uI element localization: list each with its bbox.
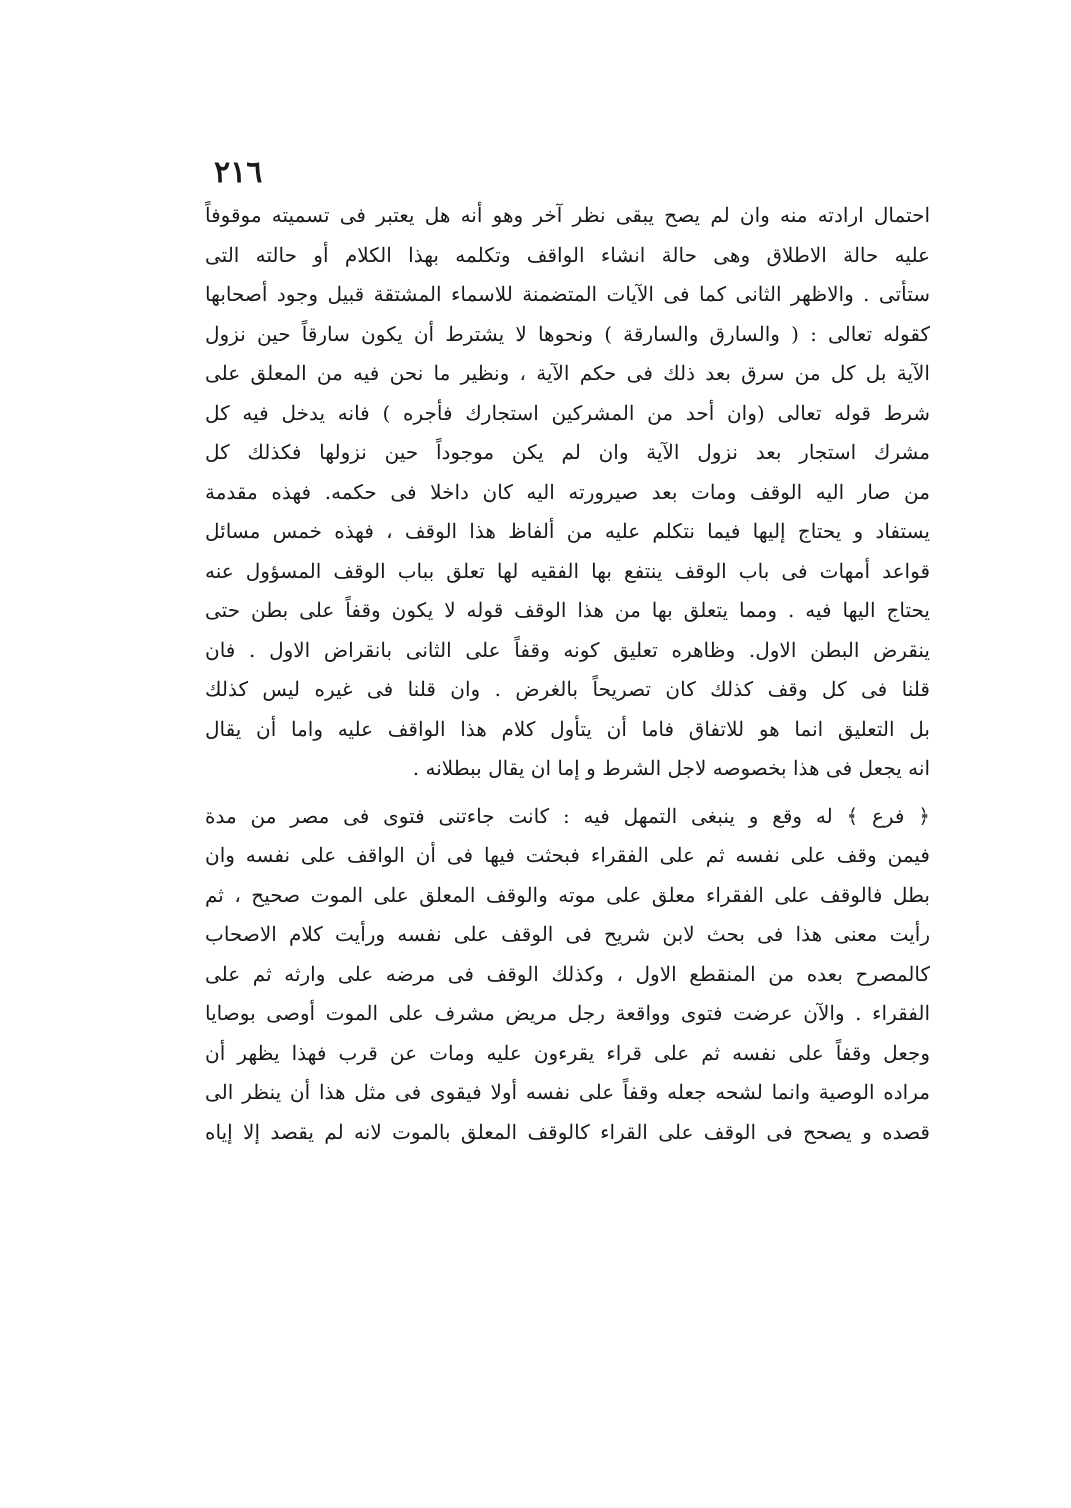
text-body [205,196,930,1152]
paragraph-2 [205,797,930,1153]
text-line: مراده الوصية وانما لشحه جعله وقفاً على نفسه أولا فيقوى فى مثل هذا أن ينظر الى [205,1080,930,1104]
text-line: بطل فالوقف على الفقراء معلق على موته والوقف المعلق على الموت صحيح ، ثم [205,882,930,907]
text-line: مشرك استجار بعد نزول الآية وان لم يكن موجوداً حين نزولها فكذلك كل [205,440,930,464]
text-line: احتمال ارادته منه وان لم يصح يبقى نظر آخر وهو أنه هل يعتبر فى تسميته موقوفاً [205,203,930,227]
paragraph-1 [205,196,930,789]
page-number: ٢١٦ [214,155,263,190]
text-line: ﴿ فرع ﴾ له وقع و ينبغى التمهل فيه : كانت جاءتنى فتوى فى مصر من مدة [205,803,930,828]
text-line: كالمصرح بعده من المنقطع الاول ، وكذلك الوقف فى مرضه على وارثه ثم على [205,961,930,986]
text-line: ينقرض البطن الاول. وظاهره تعليق كونه وقفاً على الثانى بانقراض الاول . فان [205,637,930,662]
text-line: انه يجعل فى هذا بخصوصه لاجل الشرط و إما ان يقال ببطلانه . [412,756,930,780]
text-line: قلنا فى كل وقف كذلك كان تصريحاً بالغرض . وان قلنا فى غيره ليس كذلك [205,677,930,701]
paragraph-gap [205,789,930,797]
text-line: عليه حالة الاطلاق وهى حالة انشاء الواقف وتكلمه بهذا الكلام أو حالته التى [205,242,930,267]
text-line: فيمن وقف على نفسه ثم على الفقراء فبحثت فيها فى أن الواقف على نفسه وان [205,843,930,867]
text-line: قواعد أمهات فى باب الوقف ينتفع بها الفقيه لها تعلق بباب الوقف المسؤول عنه [205,558,930,583]
text-line: وجعل وقفاً على نفسه ثم على قراء يقرءون عليه ومات عن قرب فهذا يظهر أن [205,1040,930,1065]
text-line: الآية بل كل من سرق بعد ذلك فى حكم الآية ، ونظير ما نحن فيه من المعلق على [205,361,930,385]
text-line: ستأتى . والاظهر الثانى كما فى الآيات المتضمنة للاسماء المشتقة قبيل وجود أصحابها [205,282,930,306]
text-line: كقوله تعالى : ( والسارق والسارقة ) ونحوها لا يشترط أن يكون سارقاً حين نزول [205,321,930,346]
text-line: الفقراء . والآن عرضت فتوى وواقعة رجل مريض مشرف على الموت أوصى بوصايا [205,1001,930,1025]
text-line: شرط قوله تعالى (وان أحد من المشركين استجارك فأجره ) فانه يدخل فيه كل [205,400,930,425]
text-line: بل التعليق انما هو للاتفاق فاما أن يتأول كلام هذا الواقف عليه واما أن يقال [205,716,930,741]
text-line: يحتاج اليها فيه . ومما يتعلق بها من هذا الوقف قوله لا يكون وقفاً على بطن حتى [205,598,930,622]
text-line: من صار اليه الوقف ومات بعد صيرورته اليه كان داخلا فى حكمه. فهذه مقدمة [205,479,930,504]
text-line: قصده و يصحح فى الوقف على القراء كالوقف المعلق بالموت لانه لم يقصد إلا إياه [205,1119,930,1144]
text-line: رأيت معنى هذا فى بحث لابن شريح فى الوقف على نفسه ورأيت كلام الاصحاب [205,922,930,946]
text-line: يستفاد و يحتاج إليها فيما نتكلم عليه من ألفاظ هذا الوقف ، فهذه خمس مسائل [205,519,930,543]
